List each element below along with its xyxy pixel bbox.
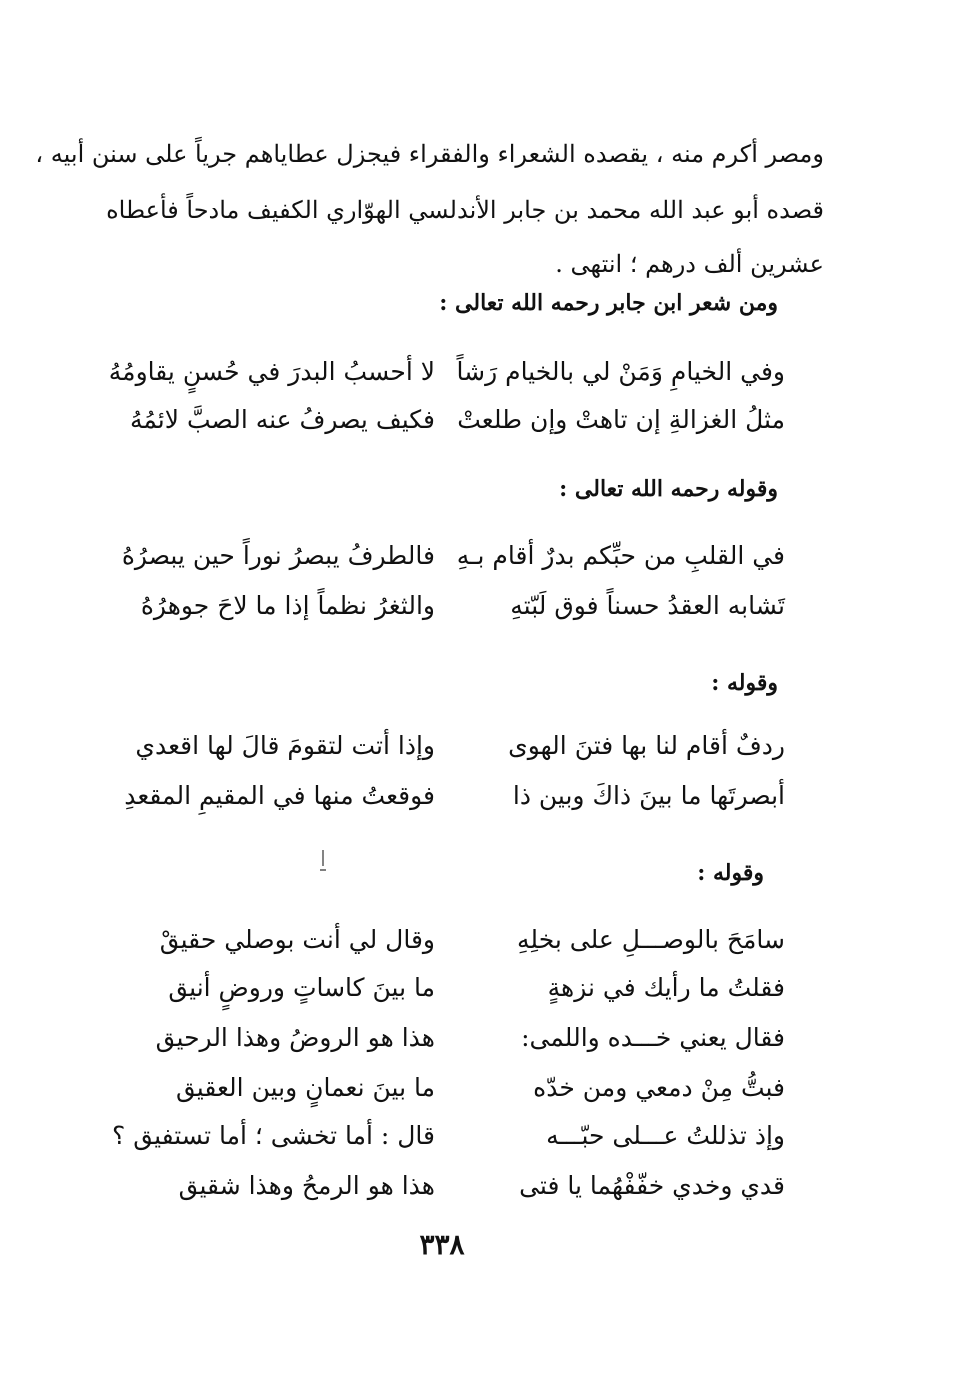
hemistich-second: وقال لي أنت بوصلي حقيقْ (159, 925, 435, 954)
hemistich-first: فقلتُ ما رأيك في نزهةٍ (547, 973, 785, 1002)
hemistich-first: سامَحَ بالوصـــلِ على بخلِهِ (517, 925, 785, 954)
verse-line (0, 772, 974, 820)
hemistich-first: في القلبِ من حبِّكم بدرٌ أقام بـهِ (456, 541, 785, 570)
section-heading-3: وقوله : (711, 670, 778, 696)
verse-line (0, 1112, 974, 1160)
verse-line (0, 532, 974, 580)
section-heading-1: ومن شعر ابن جابر رحمه الله تعالى : (439, 290, 778, 316)
hemistich-first: ردفٌ أقام لنا بها فتنَ الهوى (508, 731, 785, 760)
section-heading-4: وقوله : (697, 860, 764, 886)
hemistich-second: وإذا أتت لتقومَ قالَ لها اقعدي (135, 731, 435, 760)
prose-line-3: عشرين ألف درهم ؛ انتهى . (555, 250, 824, 278)
hemistich-first: فبتُّ مِنْ دمعي ومن خدّه (533, 1073, 785, 1102)
verse-line (0, 916, 974, 964)
section-heading-2: وقوله رحمه الله تعالى : (559, 476, 778, 502)
hemistich-first: أبصرتَها ما بينَ ذاكَ وبين ذا (512, 781, 785, 810)
hemistich-second: هذا هو الرمحُ وهذا شقيق (178, 1171, 435, 1200)
verse-line (0, 582, 974, 630)
hemistich-second: فكيف يصرفُ عنه الصبَّ لائمُهُ (129, 405, 435, 434)
hemistich-second: ما بينَ كاساتٍ وروضٍ أنيق (168, 973, 435, 1002)
hemistich-first: تَشابه العقدُ حسناً فوق لَبّتهِ (510, 591, 785, 620)
hemistich-second: والثغرُ نظماً إذا ما لاحَ جوهرُهُ (140, 591, 435, 620)
prose-line-2: قصده أبو عبد الله محمد بن جابر الأندلسي الهوّاري الكفيف مادحاً فأعطاه (106, 196, 824, 224)
page-number: ٣٣٨ (419, 1228, 465, 1261)
hemistich-second: قال : أما تخشى ؛ أما تستفيق ؟ (112, 1121, 435, 1150)
verse-line (0, 1162, 974, 1210)
hemistich-second: فالطرفُ يبصرُ نوراً حين يبصرُهُ (121, 541, 435, 570)
hemistich-second: هذا هو الروضُ وهذا الرحيق (155, 1023, 435, 1052)
hemistich-second: لا أحسبُ البدرَ في حُسنٍ يقاومُهُ (108, 357, 435, 386)
hemistich-first: فقال يعني خـــده واللمى: (521, 1023, 785, 1052)
verse-line (0, 348, 974, 396)
prose-line-1: ومصر أكرم منه ، يقصده الشعراء والفقراء فيجزل عطاياهم جرياً على سنن أبيه ، (35, 140, 824, 168)
verse-line (0, 722, 974, 770)
verse-line (0, 1064, 974, 1112)
hemistich-second: فوقعتُ منها في المقيمِ المقعدِ (124, 781, 435, 810)
verse-line (0, 396, 974, 444)
hemistich-first: مثلُ الغزالةِ إن تاهتْ وإن طلعتْ (457, 405, 785, 434)
hemistich-first: وفي الخيامِ وَمَنْ لي بالخيام رَشاً (456, 357, 785, 386)
verse-line (0, 1014, 974, 1062)
hemistich-first: وإذ تذللتُ عـــلى حبّـــه (546, 1121, 785, 1150)
hemistich-second: ما بينَ نعمانٍ وبين العقيق (175, 1073, 435, 1102)
hemistich-first: قدي وخدي خفّفْهُما يا فتى (519, 1171, 785, 1200)
verse-line (0, 964, 974, 1012)
